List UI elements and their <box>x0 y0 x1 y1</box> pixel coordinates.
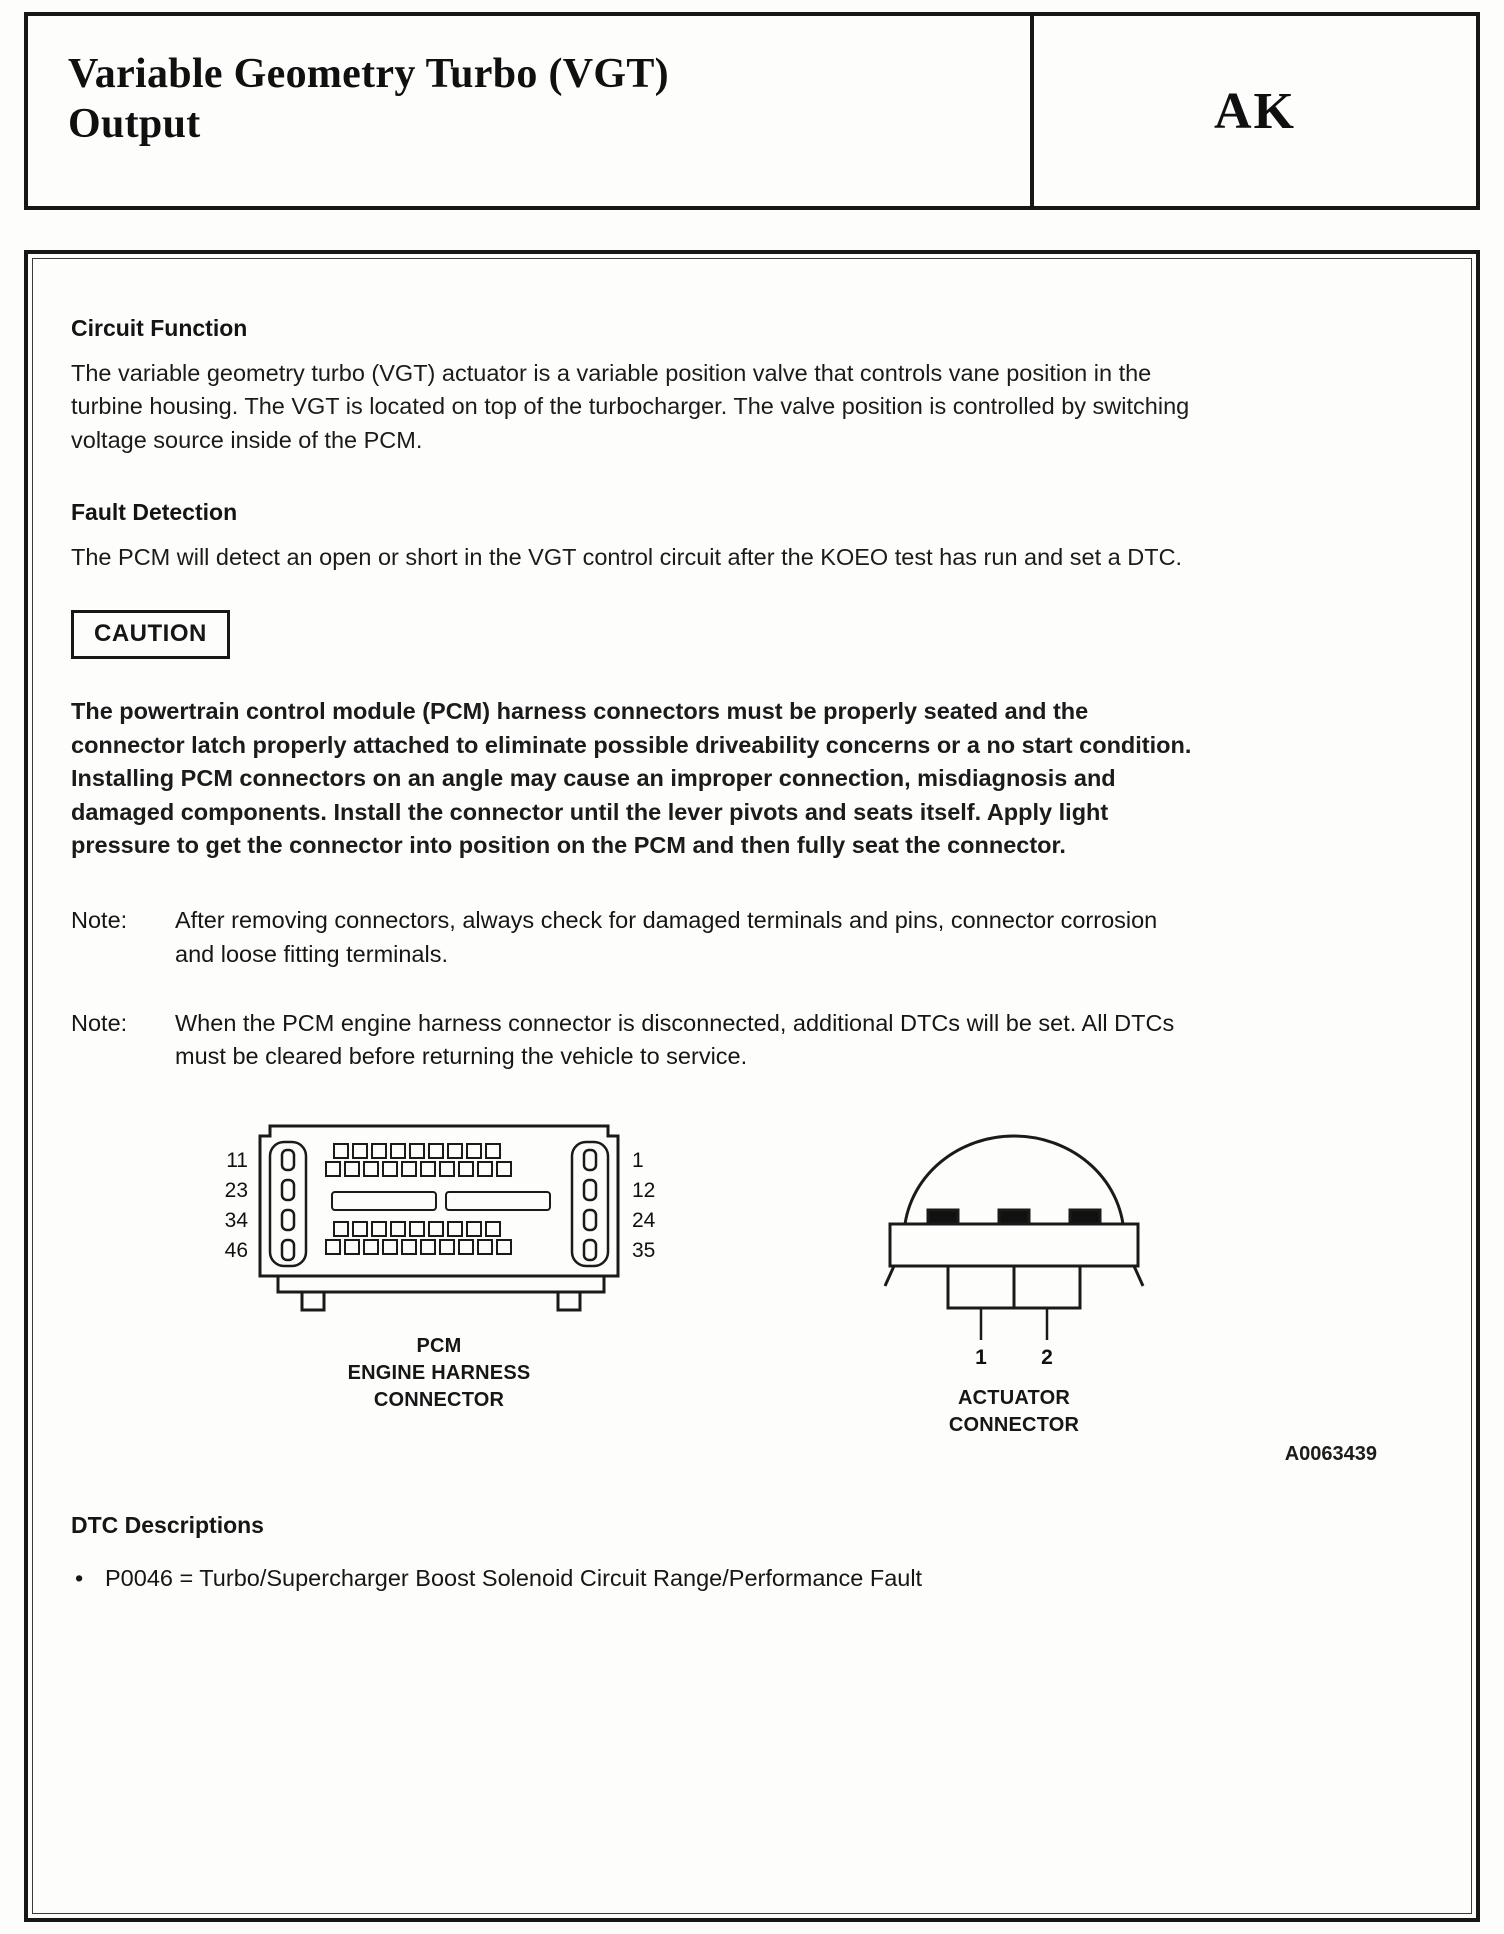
page-title <box>68 50 1010 149</box>
page-title-line1: Variable Geometry Turbo (VGT) <box>68 51 669 97</box>
dtc-item <box>71 1565 1429 1592</box>
pcm-caption-line1: PCM <box>416 1334 462 1357</box>
pcm-connector-figure <box>189 1118 689 1414</box>
circuit-function-body: The variable geometry turbo (VGT) actuator is a variable position valve that controls vane position in the turbine housing. The VGT is located on top of the turbocharger. The valve position is controlled by switching voltage source inside of the PCM. <box>71 360 1190 453</box>
header-title-cell <box>28 16 1030 206</box>
pcm-pin-11: 11 <box>226 1148 248 1172</box>
caution-badge: CAUTION <box>71 610 230 659</box>
pcm-pin-24: 24 <box>632 1208 656 1232</box>
content-frame <box>24 250 1480 1922</box>
pcm-connector-outline <box>260 1126 618 1310</box>
figure-id: A0063439 <box>1284 1442 1377 1465</box>
pcm-pin-34: 34 <box>224 1208 248 1232</box>
caution-body: The powertrain control module (PCM) harness connectors must be properly seated and the connector latch properly attached to eliminate possible driveability concerns or a no start condition. Installing PCM connectors on an angle may cause an improper connection, misdiagnosis and damaged components. Install the connector until the lever pivots and seats itself. Apply light pressure to get the connector into position on the PCM and then fully seat the connector. <box>71 698 1192 858</box>
actuator-leader-lines <box>981 1308 1047 1340</box>
pcm-pin-12: 12 <box>632 1178 656 1202</box>
pcm-pin-23: 23 <box>224 1178 248 1202</box>
pcm-pin-grid <box>326 1144 550 1254</box>
actuator-pin-2: 2 <box>1041 1345 1053 1369</box>
actuator-connector-figure <box>849 1108 1179 1439</box>
note-1 <box>71 904 1201 971</box>
pcm-pin-35: 35 <box>632 1238 656 1262</box>
pcm-caption-line3: CONNECTOR <box>373 1388 505 1411</box>
note-2 <box>71 1007 1201 1074</box>
page-header <box>24 12 1480 210</box>
dtc-item-text: P0046 = Turbo/Supercharger Boost Solenoid Circuit Range/Performance Fault <box>105 1564 923 1591</box>
actuator-outline <box>885 1136 1143 1308</box>
section-code: AK <box>1214 82 1296 140</box>
actuator-connector-caption <box>849 1385 1179 1439</box>
header-code-cell <box>1030 16 1476 206</box>
page-title-line2: Output <box>68 100 201 147</box>
actuator-caption-line1: ACTUATOR <box>958 1386 1070 1409</box>
fault-detection-body: The PCM will detect an open or short in the VGT control circuit after the KOEO test has run and set a DTC. <box>71 544 1183 571</box>
fault-detection-heading: Fault Detection <box>71 499 238 526</box>
pcm-pin-1: 1 <box>632 1148 644 1172</box>
content-frame-inner <box>32 258 1472 1914</box>
pcm-caption-line2: ENGINE HARNESS <box>347 1361 531 1384</box>
actuator-pin-numbers <box>975 1346 1053 1369</box>
note-2-label: Note: <box>71 1009 128 1036</box>
bullet-marker: • <box>75 1564 84 1591</box>
pcm-connector-caption <box>189 1333 689 1414</box>
pcm-connector-diagram <box>204 1118 674 1318</box>
note-1-label: Note: <box>71 907 128 934</box>
pcm-pin-46: 46 <box>224 1238 248 1262</box>
circuit-function-heading: Circuit Function <box>71 315 248 341</box>
actuator-connector-diagram <box>864 1108 1164 1370</box>
dtc-descriptions-heading: DTC Descriptions <box>71 1511 264 1538</box>
connector-diagrams <box>189 1118 1429 1439</box>
actuator-pin-1: 1 <box>975 1345 987 1369</box>
note-1-body: After removing connectors, always check for damaged terminals and pins, connector corrosion and loose fitting terminals. <box>175 907 1158 967</box>
actuator-caption-line2: CONNECTOR <box>948 1413 1080 1436</box>
note-2-body: When the PCM engine harness connector is disconnected, additional DTCs will be set. All DTCs must be cleared before returning the vehicle to service. <box>175 1009 1175 1070</box>
